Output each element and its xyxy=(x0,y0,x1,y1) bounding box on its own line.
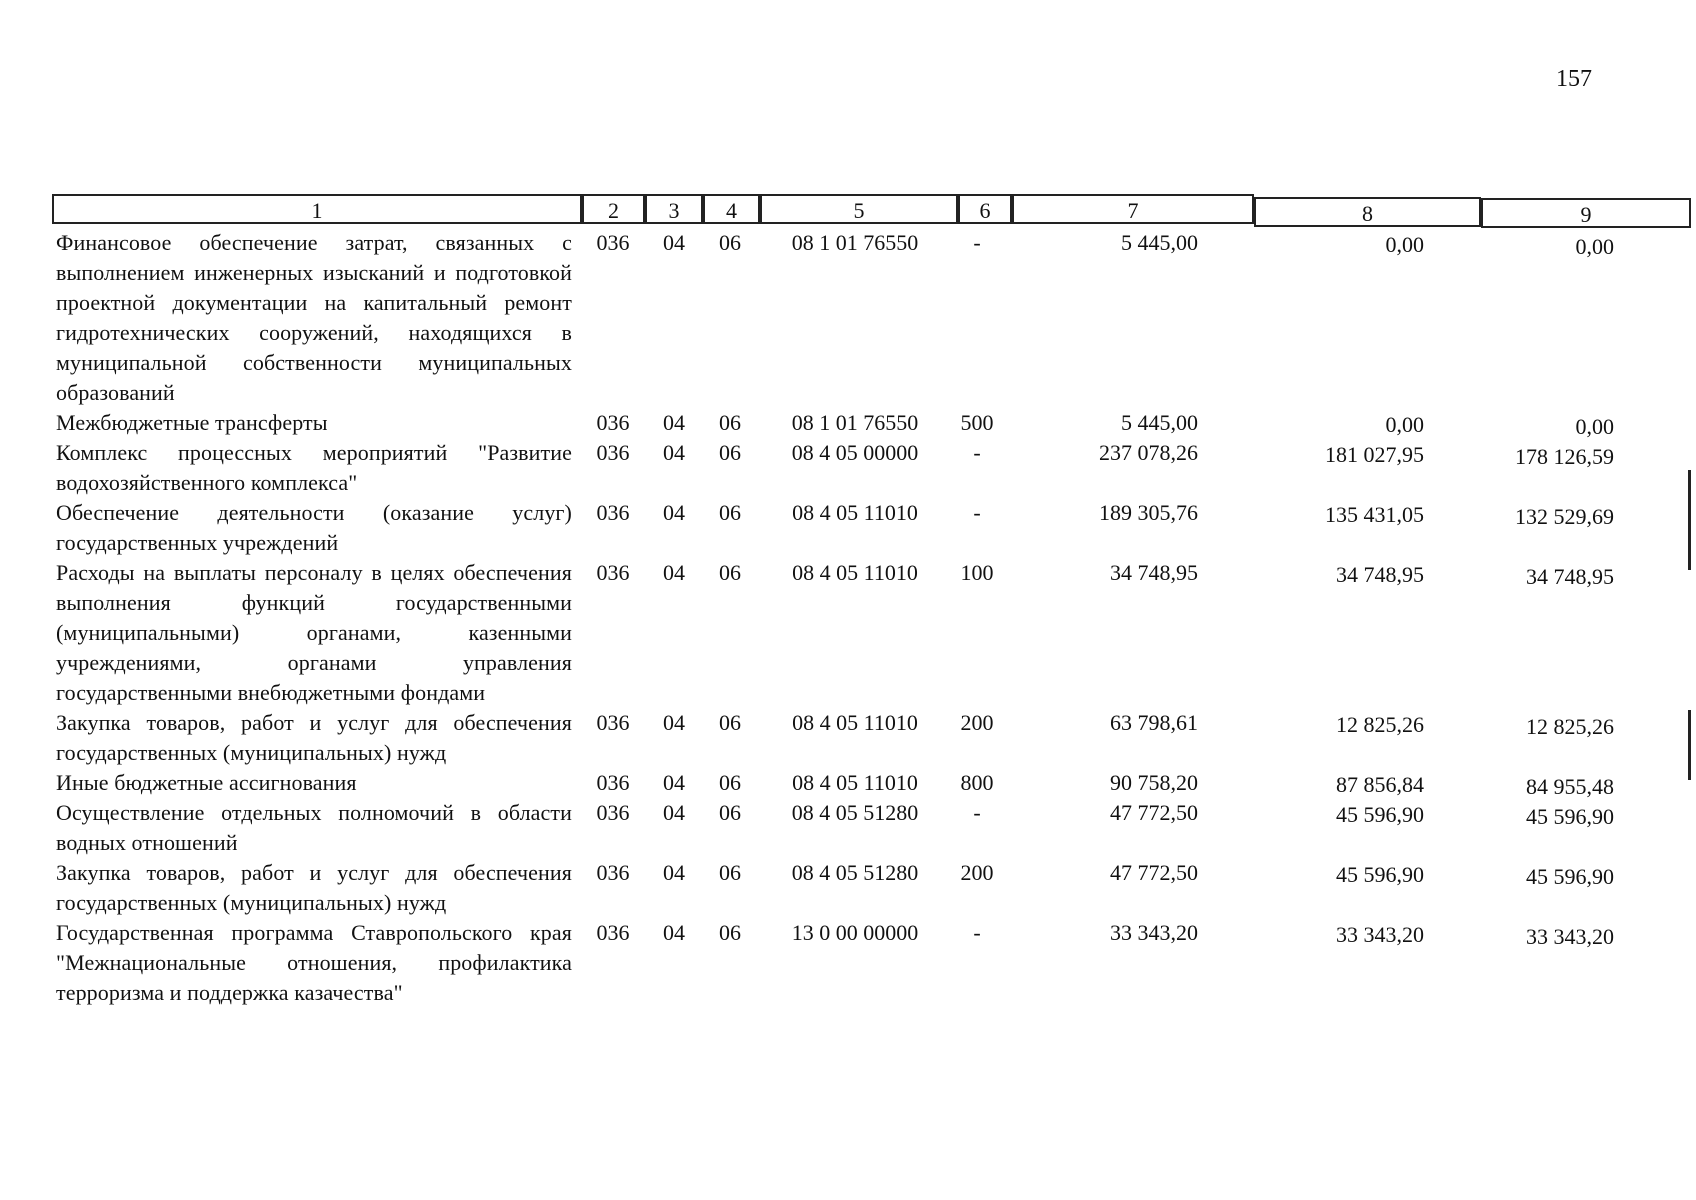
row-col-8: 33 343,20 xyxy=(1336,922,1424,947)
row-col-8: 87 856,84 xyxy=(1336,772,1424,797)
row-col-5: 08 1 01 76550 xyxy=(791,230,919,255)
row-col-6: 500 xyxy=(960,410,994,435)
row-col-8: 0,00 xyxy=(1385,232,1424,257)
row-col-4: 06 xyxy=(719,440,741,465)
row-col-2: 036 xyxy=(596,920,630,945)
row-name: Закупка товаров, работ и услуг для обеспечения государственных (муниципальных) нужд xyxy=(56,710,572,765)
row-col-7: 34 748,95 xyxy=(1110,560,1198,585)
row-col-9: 0,00 xyxy=(1575,234,1614,259)
row-col-7: 5 445,00 xyxy=(1121,230,1198,255)
row-col-3: 04 xyxy=(663,800,685,825)
table-row xyxy=(0,708,1696,768)
table-row xyxy=(0,768,1696,798)
row-col-5: 08 4 05 51280 xyxy=(791,860,919,885)
row-col-7: 47 772,50 xyxy=(1110,800,1198,825)
row-col-2: 036 xyxy=(596,230,630,255)
row-col-3: 04 xyxy=(663,920,685,945)
row-col-2: 036 xyxy=(596,560,630,585)
row-col-5: 13 0 00 00000 xyxy=(791,920,919,945)
row-col-9: 45 596,90 xyxy=(1526,864,1614,889)
row-name: Расходы на выплаты персоналу в целях обеспечения выполнения функций государственными (муниципальными) органами, казенными учреждениями, органами управления государственными внебюджетными фондами xyxy=(56,560,572,705)
row-col-5: 08 4 05 11010 xyxy=(792,560,918,585)
row-col-5: 08 4 05 11010 xyxy=(792,710,918,735)
row-col-2: 036 xyxy=(596,440,630,465)
scan-edge-mark xyxy=(1688,470,1691,570)
table-row xyxy=(0,408,1696,438)
row-col-4: 06 xyxy=(719,230,741,255)
header-col-4: 4 xyxy=(703,194,760,224)
row-col-5: 08 4 05 51280 xyxy=(791,800,919,825)
table-row xyxy=(0,438,1696,498)
row-col-7: 33 343,20 xyxy=(1110,920,1198,945)
row-col-4: 06 xyxy=(719,770,741,795)
row-col-6: 100 xyxy=(960,560,994,585)
page-number: 157 xyxy=(1556,66,1592,92)
row-col-3: 04 xyxy=(663,770,685,795)
row-name: Финансовое обеспечение затрат, связанных с выполнением инженерных изысканий и подготовкой проектной документации на капитальный ремонт гидротехнических сооружений, находящихся в муниципальной собственности муниципальных образований xyxy=(56,230,572,405)
row-col-6: - xyxy=(973,440,981,465)
row-col-9: 12 825,26 xyxy=(1526,714,1614,739)
row-col-7: 47 772,50 xyxy=(1110,860,1198,885)
header-col-7: 7 xyxy=(1012,194,1254,224)
row-col-3: 04 xyxy=(663,710,685,735)
row-col-6: - xyxy=(973,920,981,945)
row-col-3: 04 xyxy=(663,410,685,435)
table-row xyxy=(0,498,1696,558)
row-col-2: 036 xyxy=(596,800,630,825)
scan-edge-mark xyxy=(1688,710,1691,780)
row-col-3: 04 xyxy=(663,560,685,585)
row-col-2: 036 xyxy=(596,500,630,525)
table-body xyxy=(0,228,1696,1008)
row-col-9: 34 748,95 xyxy=(1526,564,1614,589)
row-col-8: 135 431,05 xyxy=(1325,502,1424,527)
row-name: Государственная программа Ставропольского края "Межнациональные отношения, профилактика терроризма и поддержка казачества" xyxy=(56,920,572,1005)
row-col-5: 08 4 05 11010 xyxy=(792,770,918,795)
row-col-6: 200 xyxy=(960,710,994,735)
row-col-6: 200 xyxy=(960,860,994,885)
row-col-9: 178 126,59 xyxy=(1515,444,1614,469)
row-col-8: 181 027,95 xyxy=(1325,442,1424,467)
row-col-4: 06 xyxy=(719,410,741,435)
table-row xyxy=(0,918,1696,1008)
row-col-7: 5 445,00 xyxy=(1121,410,1198,435)
row-col-4: 06 xyxy=(719,560,741,585)
row-col-2: 036 xyxy=(596,770,630,795)
row-col-5: 08 4 05 11010 xyxy=(792,500,918,525)
row-name: Осуществление отдельных полномочий в области водных отношений xyxy=(56,800,572,855)
row-col-4: 06 xyxy=(719,860,741,885)
row-col-4: 06 xyxy=(719,800,741,825)
row-col-5: 08 1 01 76550 xyxy=(791,410,919,435)
row-name: Иные бюджетные ассигнования xyxy=(56,770,357,795)
row-col-9: 84 955,48 xyxy=(1526,774,1614,799)
row-col-3: 04 xyxy=(663,860,685,885)
header-col-6: 6 xyxy=(958,194,1012,224)
row-col-7: 63 798,61 xyxy=(1110,710,1198,735)
row-col-4: 06 xyxy=(719,920,741,945)
row-col-5: 08 4 05 00000 xyxy=(791,440,919,465)
row-name: Межбюджетные трансферты xyxy=(56,410,328,435)
row-col-6: - xyxy=(973,500,981,525)
row-col-3: 04 xyxy=(663,500,685,525)
row-name: Обеспечение деятельности (оказание услуг) государственных учреждений xyxy=(56,500,572,555)
table-row xyxy=(0,228,1696,408)
row-col-7: 237 078,26 xyxy=(1099,440,1198,465)
row-col-9: 132 529,69 xyxy=(1515,504,1614,529)
row-col-8: 45 596,90 xyxy=(1336,802,1424,827)
table-row xyxy=(0,798,1696,858)
row-col-8: 12 825,26 xyxy=(1336,712,1424,737)
row-col-8: 34 748,95 xyxy=(1336,562,1424,587)
row-col-6: - xyxy=(973,800,981,825)
header-col-1: 1 xyxy=(52,194,582,224)
table-row xyxy=(0,858,1696,918)
row-col-7: 189 305,76 xyxy=(1099,500,1198,525)
row-col-9: 33 343,20 xyxy=(1526,924,1614,949)
row-col-2: 036 xyxy=(596,860,630,885)
row-col-6: 800 xyxy=(960,770,994,795)
row-col-2: 036 xyxy=(596,710,630,735)
row-col-2: 036 xyxy=(596,410,630,435)
row-col-9: 0,00 xyxy=(1575,414,1614,439)
row-col-3: 04 xyxy=(663,230,685,255)
row-name: Комплекс процессных мероприятий "Развитие водохозяйственного комплекса" xyxy=(56,440,572,495)
table-row xyxy=(0,558,1696,708)
row-col-7: 90 758,20 xyxy=(1110,770,1198,795)
header-col-9: 9 xyxy=(1481,198,1691,228)
row-col-8: 0,00 xyxy=(1385,412,1424,437)
row-col-3: 04 xyxy=(663,440,685,465)
header-col-2: 2 xyxy=(582,194,645,224)
row-col-4: 06 xyxy=(719,710,741,735)
header-col-8: 8 xyxy=(1254,197,1481,227)
row-col-6: - xyxy=(973,230,981,255)
table-header xyxy=(52,194,1641,226)
header-col-3: 3 xyxy=(645,194,703,224)
row-col-4: 06 xyxy=(719,500,741,525)
row-name: Закупка товаров, работ и услуг для обеспечения государственных (муниципальных) нужд xyxy=(56,860,572,915)
header-col-5: 5 xyxy=(760,194,958,224)
row-col-9: 45 596,90 xyxy=(1526,804,1614,829)
row-col-8: 45 596,90 xyxy=(1336,862,1424,887)
